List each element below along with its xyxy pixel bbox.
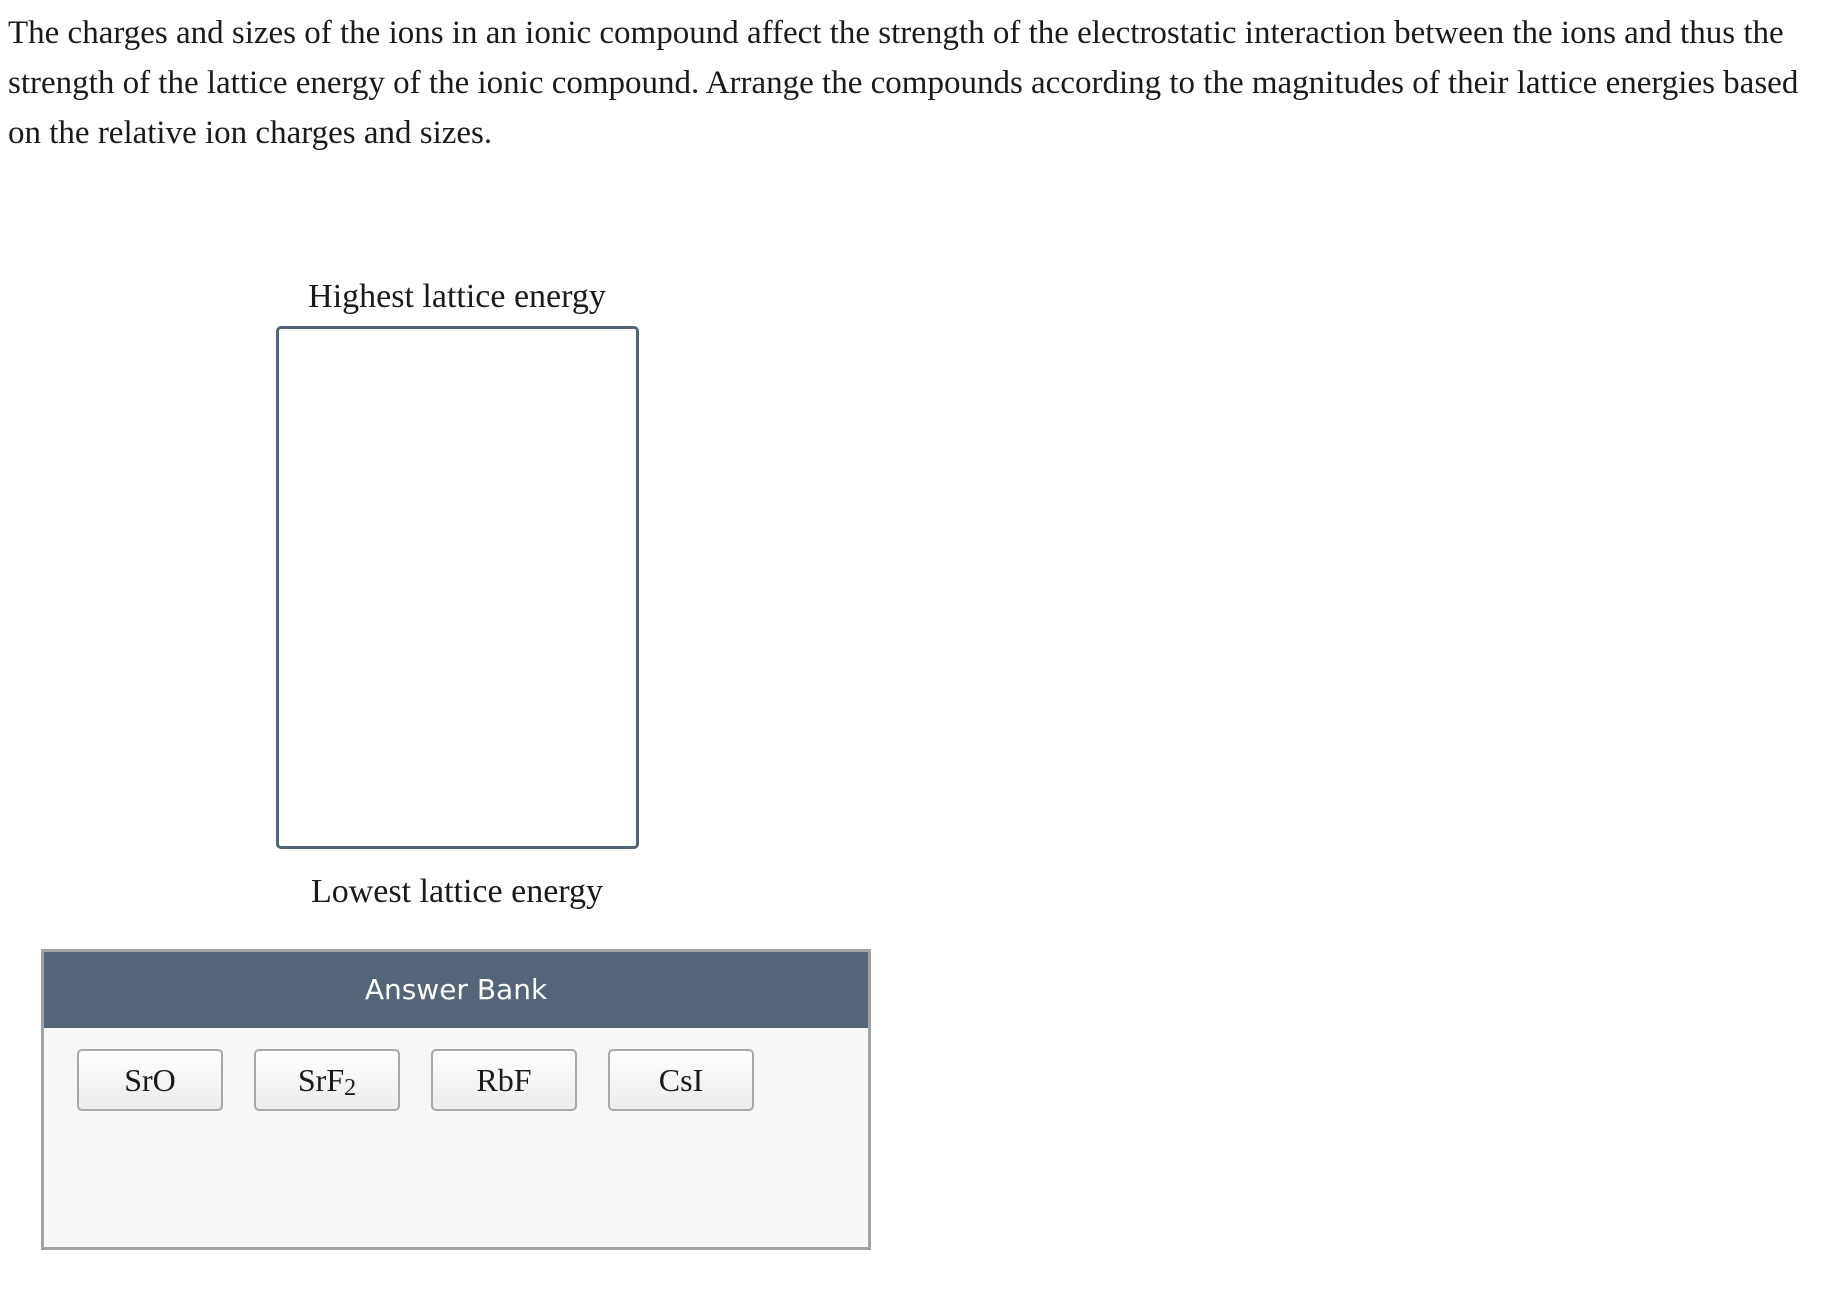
answer-chip-rbf[interactable] (431, 1049, 577, 1111)
answer-bank-items (77, 1049, 754, 1111)
chip-label: RbF (476, 1061, 532, 1098)
answer-bank-title: Answer Bank (44, 952, 868, 1028)
answer-chip-sro[interactable] (77, 1049, 223, 1111)
chip-subscript: 2 (344, 1074, 357, 1101)
answer-bank (41, 949, 871, 1250)
ranking-drop-zone[interactable] (276, 326, 639, 849)
highest-lattice-energy-label: Highest lattice energy (308, 278, 606, 315)
chip-label: SrO (124, 1061, 176, 1098)
chip-label: SrF (297, 1061, 345, 1098)
chip-label: CsI (658, 1061, 704, 1098)
lowest-lattice-energy-label: Lowest lattice energy (310, 873, 604, 910)
answer-chip-srf2[interactable] (254, 1049, 400, 1111)
answer-chip-csi[interactable] (608, 1049, 754, 1111)
question-text: The charges and sizes of the ions in an ionic compound affect the strength of the electrostatic interaction between the ions and thus the strength of the lattice energy of the ionic compound. Arrange the compounds according to the magnitudes of their lattice energies based on the relative ion charges and sizes. (8, 15, 1799, 151)
